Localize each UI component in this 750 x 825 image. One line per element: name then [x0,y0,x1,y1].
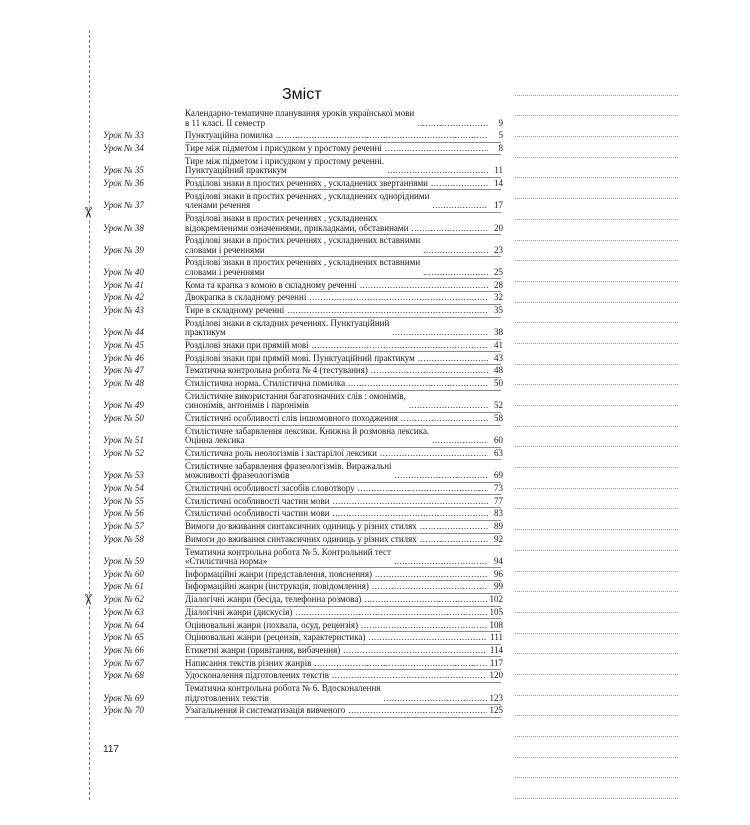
scissors-icon: ✂ [78,206,95,219]
toc-page-number: 73 [494,483,503,494]
toc-page-number: 58 [494,413,503,424]
toc-lesson-label: Урок № 33 [103,130,144,141]
toc-leader-dots [431,179,488,189]
toc-topic: Стилістичне забарвлення фразеологізмів. Виражальні можливості фразеологізмів [185,460,392,481]
toc-leader-dots [420,522,488,532]
toc-page-number: 25 [494,267,503,278]
toc-lesson-label: Урок № 43 [103,305,144,316]
toc-lesson-label: Урок № 48 [103,378,144,389]
note-line [515,613,678,634]
note-line [515,406,678,427]
toc-leader-dots [417,119,488,129]
toc-lesson-label: Урок № 46 [103,352,144,363]
note-line [515,696,678,717]
note-line [515,427,678,448]
toc-intro-text: Календарно-тематичне планування уроків української мови в 11 класі. II семестр [185,108,415,128]
toc-lesson-label: Урок № 63 [103,606,144,617]
toc-topic: Оцінювальні жанри (рецензія, характеристика) [185,632,366,643]
toc-topic: Стилістичні особливості засобів словотвору [185,483,355,494]
toc-row [103,319,503,338]
note-line [515,385,678,406]
toc-page-number: 60 [494,435,503,446]
toc-row [103,366,503,376]
toc-row [103,582,503,592]
toc-leader-dots [287,306,488,316]
toc-lesson-label: Урок № 36 [103,177,144,188]
note-line [515,220,678,241]
note-line [515,675,678,696]
toc-topic: Розділові знаки при прямій мові [185,340,309,351]
toc-row [103,509,503,519]
toc-lesson-label: Урок № 70 [103,705,144,716]
toc-page-number: 125 [489,705,503,716]
toc-row [103,570,503,580]
toc-lesson-label: Урок № 44 [103,327,144,338]
toc-lesson-label: Урок № 35 [103,165,144,176]
note-line [515,572,678,593]
toc-row [103,427,503,446]
table-of-contents [103,109,503,719]
toc-lesson-label: Урок № 39 [103,244,144,255]
note-line [515,778,678,799]
toc-leader-dots [371,366,488,376]
toc-leader-dots [383,694,486,704]
toc-topic: Стилістичні особливості частин мови [185,495,330,506]
toc-row [103,179,503,189]
toc-topic: Кома та крапка з комою в складному реченні [185,279,357,290]
page-title: Зміст [282,86,322,103]
toc-page-number: 35 [494,305,503,316]
note-line [515,447,678,468]
toc-leader-dots [314,659,486,669]
toc-topic: Розділові знаки в простих реченнях , ускладнених вставними словами і реченнями [185,235,421,255]
note-line [515,241,678,262]
toc-page-number: 8 [498,142,503,153]
toc-topic: Оцінювальні жанри (похвала, осуд, рецензія) [185,619,359,630]
toc-page-number: 117 [489,657,503,668]
toc-row [103,157,503,176]
toc-row [103,497,503,507]
toc-row [103,522,503,532]
toc-row [103,462,503,481]
toc-page-number: 108 [489,619,503,630]
toc-leader-dots [423,268,488,278]
note-line [515,716,678,737]
note-line [515,634,678,655]
toc-leader-dots [395,471,488,481]
note-line [515,75,678,96]
toc-lesson-label: Урок № 42 [103,292,144,303]
toc-topic: Стилістична роль неологізмів і застарілої лексики [185,448,377,459]
toc-row [103,595,503,605]
toc-topic: Узагальнення й систематизація вивченого [185,705,346,716]
toc-topic: Інформаційні жанри (інструкція, повідомлення) [185,581,369,592]
toc-row [103,646,503,656]
toc-topic: Діалогічні жанри (бесіда, телефонна розмова) [185,594,362,605]
toc-lesson-label: Урок № 37 [103,200,144,211]
toc-row [103,484,503,494]
toc-lesson-label: Урок № 60 [103,568,144,579]
toc-page-number: 102 [489,594,503,605]
toc-topic: Тематична контрольна робота № 5. Контрольний тест «Стилістична норма» [185,546,391,567]
note-line [515,344,678,365]
toc-page-number: 28 [494,279,503,290]
toc-leader-dots [358,484,488,494]
toc-leader-dots [361,621,486,631]
toc-page-number: 96 [494,568,503,579]
note-line [515,592,678,613]
toc-lesson-label: Урок № 54 [103,483,144,494]
toc-leader-dots [392,328,488,338]
toc-page-number: 89 [494,521,503,532]
toc-lesson-label: Урок № 68 [103,670,144,681]
toc-topic: Розділові знаки в складних реченнях. Пунктуаційний практикум [185,317,390,338]
toc-leader-dots [380,449,488,459]
note-line [515,137,678,158]
toc-page-number: 23 [494,244,503,255]
scissors-icon: ✂ [78,593,95,606]
toc-topic: Стилістичне використання багатозначних слів : омонімів, синонімів, антонімів і паронімів [185,390,406,411]
toc-topic: Удосконалення підготовлених текстів [185,670,330,681]
toc-intro-row [103,109,503,128]
toc-lesson-label: Урок № 66 [103,644,144,655]
toc-lesson-label: Урок № 57 [103,521,144,532]
toc-row [103,706,503,716]
toc-topic: Вимоги до вживання синтаксичних одиниць у різних стилях [185,521,417,532]
toc-row [103,144,503,154]
toc-topic: Розділові знаки в простих реченнях , ускладнених однорідними членами речення [185,190,430,211]
toc-topic: Діалогічні жанри (дискусія) [185,606,293,617]
toc-lesson-label: Урок № 41 [103,279,144,290]
toc-lesson-label: Урок № 40 [103,267,144,278]
toc-lesson-label: Урок № 49 [103,400,144,411]
toc-row [103,192,503,211]
note-line [515,116,678,137]
toc-page-number: 111 [490,632,503,643]
toc-lesson-label: Урок № 52 [103,448,144,459]
toc-row [103,548,503,567]
toc-row [103,414,503,424]
note-line [515,468,678,489]
toc-leader-dots [276,131,488,141]
toc-lesson-label: Урок № 58 [103,533,144,544]
toc-leader-dots [423,246,488,256]
toc-page-number: 83 [494,508,503,519]
note-line [515,489,678,510]
toc-row [103,392,503,411]
toc-lesson-label: Урок № 67 [103,657,144,668]
note-line [515,96,678,117]
toc-row [103,354,503,364]
note-line [515,365,678,386]
toc-leader-dots [333,497,488,507]
toc-lesson-list [103,131,503,716]
note-line [515,509,678,530]
toc-leader-dots [348,706,486,716]
toc-row [103,258,503,277]
toc-leader-dots [333,509,488,519]
toc-row [103,281,503,291]
toc-page-number: 48 [494,365,503,376]
toc-topic: Стилістичні особливості слів іншомовного походження [185,413,398,424]
toc-lesson-label: Урок № 64 [103,619,144,630]
notes-column [515,75,678,799]
toc-lesson-label: Урок № 55 [103,495,144,506]
toc-page-number: 20 [494,222,503,233]
toc-page-number: 69 [494,470,503,481]
toc-leader-dots [343,646,487,656]
toc-leader-dots [312,341,488,351]
toc-lesson-label: Урок № 53 [103,470,144,481]
toc-leader-dots [375,570,488,580]
toc-leader-dots [372,582,488,592]
toc-topic: Вимоги до вживання синтаксичних одиниць у різних стилях [185,533,417,544]
toc-row [103,633,503,643]
toc-topic: Тематична контрольна робота № 4 (тестування) [185,365,368,376]
note-line [515,303,678,324]
note-line [515,654,678,675]
toc-topic: Написання текстів різних жанрів [185,657,312,668]
toc-topic: Тире між підметом і присудком у простому реченні. Пунктуаційний практикум [185,155,385,176]
toc-topic: Тире між підметом і присудком у простому реченні [185,142,382,153]
toc-leader-dots [348,379,488,389]
note-line [515,158,678,179]
toc-leader-dots [295,608,486,618]
toc-topic: Стилістичне забарвлення лексики. Книжна й розмовна лексика. Оцінна лексика [185,425,430,446]
note-line [515,282,678,303]
toc-page-number: 17 [494,200,503,211]
toc-row [103,306,503,316]
toc-lesson-label: Урок № 38 [103,222,144,233]
note-line [515,199,678,220]
toc-topic: Пунктуаційна помилка [185,130,273,141]
toc-topic: Розділові знаки в простих реченнях , ускладнених відокремленими означеннями, прикладками, обставинами [185,212,409,233]
toc-topic: Етикетні жанри (привітання, вибачення) [185,644,341,655]
toc-leader-dots [360,281,488,291]
toc-page-number: 120 [489,670,503,681]
toc-lesson-label: Урок № 50 [103,413,144,424]
toc-row [103,671,503,681]
toc-page-number: 41 [494,340,503,351]
toc-lesson-label: Урок № 56 [103,508,144,519]
toc-leader-dots [411,224,488,234]
note-line [515,323,678,344]
toc-leader-dots [420,535,488,545]
toc-row [103,214,503,233]
toc-row [103,293,503,303]
toc-page-number: 114 [489,644,503,655]
toc-page-number: 32 [494,292,503,303]
toc-row [103,608,503,618]
toc-leader-dots [409,401,488,411]
note-line [515,737,678,758]
toc-page-number: 52 [494,400,503,411]
toc-topic: Розділові знаки при прямій мові. Пунктуаційний практикум [185,352,415,363]
toc-leader-dots [432,436,488,446]
toc-topic: Розділові знаки в простих реченнях , ускладнених звертаннями [185,177,428,188]
toc-lesson-label: Урок № 47 [103,365,144,376]
toc-leader-dots [418,354,488,364]
toc-leader-dots [394,557,488,567]
toc-topic: Стилістичні особливості частин мови [185,508,330,519]
toc-page-number: 94 [494,556,503,567]
toc-leader-dots [368,633,487,643]
toc-row [103,621,503,631]
toc-page-number: 43 [494,352,503,363]
toc-topic: Розділові знаки в простих реченнях , ускладнених вставними словами і реченнями [185,257,421,278]
toc-lesson-label: Урок № 69 [103,692,144,703]
note-line [515,530,678,551]
toc-topic: Тематична контрольна робота № 6. Вдосконалення підготовлених текстів [185,682,381,703]
toc-topic: Стилістична норма. Стилістична помилка [185,378,346,389]
note-line [515,178,678,199]
toc-page-number: 38 [494,327,503,338]
page-number: 117 [103,744,119,755]
cut-line [89,30,90,800]
toc-lesson-label: Урок № 61 [103,581,144,592]
toc-lesson-label: Урок № 65 [103,632,144,643]
toc-row [103,236,503,255]
toc-leader-dots [332,671,486,681]
toc-page-number: 105 [489,606,503,617]
toc-leader-dots [385,144,488,154]
toc-leader-dots [387,166,488,176]
toc-page-number: 14 [494,177,503,188]
toc-leader-dots [309,293,488,303]
toc-lesson-label: Урок № 51 [103,435,144,446]
toc-page-number: 50 [494,378,503,389]
toc-page-number: 11 [494,165,503,176]
toc-row [103,535,503,545]
note-line [515,551,678,572]
toc-row [103,684,503,703]
toc-page-number: 5 [498,130,503,141]
toc-intro-page: 9 [498,117,503,128]
toc-row [103,659,503,669]
toc-page-number: 99 [494,581,503,592]
toc-page-number: 123 [489,692,503,703]
toc-page-number: 77 [494,495,503,506]
note-line [515,758,678,779]
toc-row [103,449,503,459]
toc-leader-dots [401,414,488,424]
toc-row [103,131,503,141]
toc-lesson-label: Урок № 34 [103,142,144,153]
toc-lesson-label: Урок № 62 [103,594,144,605]
toc-leader-dots [364,595,486,605]
toc-topic: Тире в складному реченні [185,305,285,316]
toc-topic: Двокрапка в складному реченні [185,292,307,303]
toc-topic: Інформаційні жанри (представлення, пояснення) [185,568,372,579]
toc-page-number: 63 [494,448,503,459]
toc-row [103,341,503,351]
toc-leader-dots [432,201,488,211]
toc-row [103,379,503,389]
toc-lesson-label: Урок № 45 [103,340,144,351]
toc-page-number: 92 [494,533,503,544]
note-line [515,261,678,282]
toc-lesson-label: Урок № 59 [103,556,144,567]
